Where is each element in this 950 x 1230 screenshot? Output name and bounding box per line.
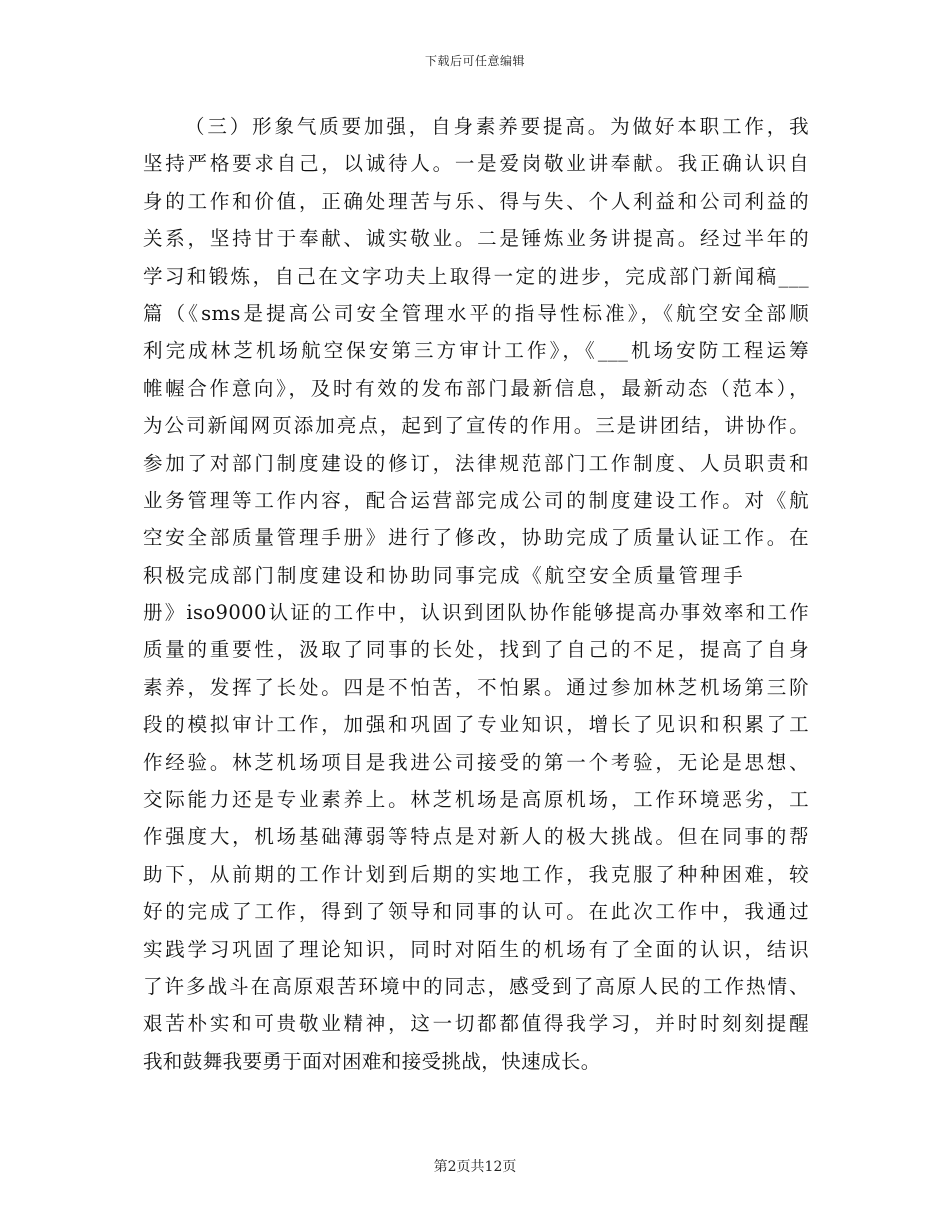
text-line: 学习和锻炼，自己在文字功夫上取得一定的进步，完成部门新闻稿___ <box>143 264 809 288</box>
text-line: 质量的重要性，汲取了同事的长处，找到了自己的不足，提高了自身 <box>143 638 809 662</box>
text-line: 积极完成部门制度建设和协助同事完成《航空安全质量管理手 <box>143 563 743 587</box>
text-line: 册》iso9000认证的工作中，认识到团队协作能够提高办事效率和工作 <box>143 601 809 625</box>
text-line: 关系，坚持甘于奉献、诚实敬业。二是锤炼业务讲提高。经过半年的 <box>143 227 809 251</box>
text-line: 空安全部质量管理手册》进行了修改，协助完成了质量认证工作。在 <box>143 526 809 550</box>
text-line: 作强度大，机场基础薄弱等特点是对新人的极大挑战。但在同事的帮 <box>143 825 809 849</box>
text-line: 作经验。林芝机场项目是我进公司接受的第一个考验，无论是思想、 <box>143 750 809 774</box>
text-line: 素养，发挥了长处。四是不怕苦，不怕累。通过参加林芝机场第三阶 <box>143 675 809 699</box>
text-line: 身的工作和价值，正确处理苦与乐、得与失、个人利益和公司利益的 <box>143 189 809 213</box>
page-header: 下载后可任意编辑 <box>424 54 525 68</box>
page-footer: 第2页共12页 <box>433 1159 517 1175</box>
text-line: 利完成林芝机场航空保安第三方审计工作》，《___机场安防工程运筹 <box>143 339 809 363</box>
text-line: 助下，从前期的工作计划到后期的实地工作，我克服了种种困难，较 <box>143 862 809 886</box>
text-line: 篇（《sms是提高公司安全管理水平的指导性标准》，《航空安全部顺 <box>143 301 809 325</box>
text-line: 我和鼓舞我要勇于面对困难和接受挑战，快速成长。 <box>143 1049 601 1073</box>
text-line: 艰苦朴实和可贵敬业精神，这一切都都值得我学习，并时时刻刻提醒 <box>143 1012 809 1036</box>
text-line: 坚持严格要求自己，以诚待人。一是爱岗敬业讲奉献。我正确认识自 <box>143 152 809 176</box>
text-line: 参加了对部门制度建设的修订，法律规范部门工作制度、人员职责和 <box>143 451 809 475</box>
text-line: 交际能力还是专业素养上。林芝机场是高原机场，工作环境恶劣，工 <box>143 788 809 812</box>
text-line: 帷幄合作意向》，及时有效的发布部门最新信息，最新动态（范本）， <box>143 376 809 400</box>
text-line: 段的模拟审计工作，加强和巩固了专业知识，增长了见识和积累了工 <box>143 713 809 737</box>
text-line: 实践学习巩固了理论知识，同时对陌生的机场有了全面的认识，结识 <box>143 937 809 961</box>
body-paragraph <box>143 108 809 1080</box>
text-line: （三）形象气质要加强，自身素养要提高。为做好本职工作，我 <box>185 115 809 138</box>
text-line: 业务管理等工作内容，配合运营部完成公司的制度建设工作。对《航 <box>143 488 809 512</box>
text-line: 好的完成了工作，得到了领导和同事的认可。在此次工作中，我通过 <box>143 900 809 924</box>
text-line: 了许多战斗在高原艰苦环境中的同志，感受到了高原人民的工作热情、 <box>143 974 809 998</box>
text-line: 为公司新闻网页添加亮点，起到了宣传的作用。三是讲团结，讲协作。 <box>143 414 809 438</box>
